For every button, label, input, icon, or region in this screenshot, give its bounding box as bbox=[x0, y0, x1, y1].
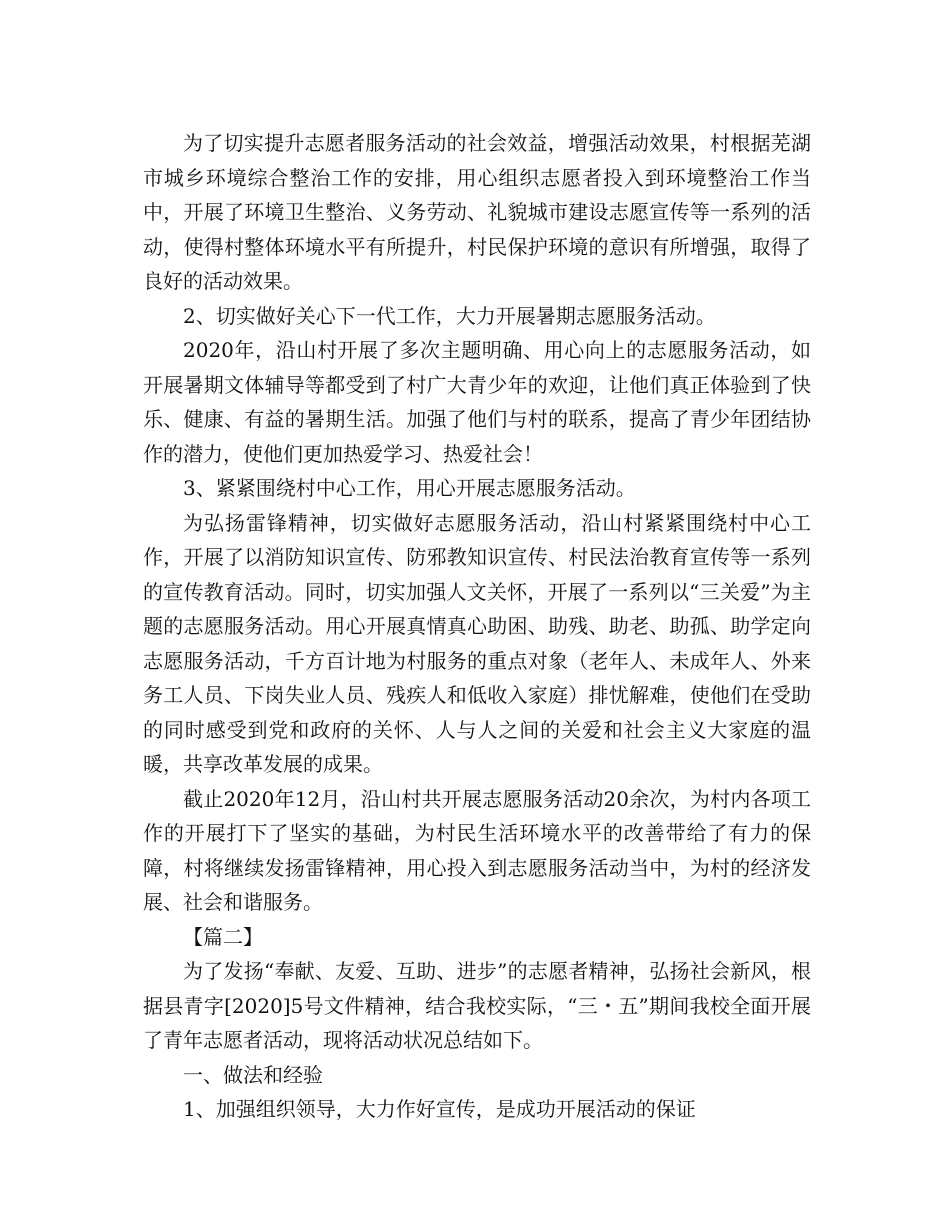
paragraph-lei-feng-spirit: 为弘扬雷锋精神，切实做好志愿服务活动，沿山村紧紧围绕村中心工作，开展了以消防知识宣传、防邪教知识宣传、村民法治教育宣传等一系列的宣传教育活动。同时，切实加强人文关怀，开展了一系列以“三关爱”为主题的志愿服务活动。用心开展真情真心助困、助残、助老、助孤、助学定向志愿服务活动，千方百计地为村服务的重点对象（老年人、未成年人、外来务工人员、下岗失业人员、残疾人和低收入家庭）排忧解难，使他们在受助的同时感受到党和政府的关怀、人与人之间的关爱和社会主义大家庭的温暖，共享改革发展的成果。 bbox=[143, 510, 811, 776]
heading-next-generation: 2、切实做好关心下一代工作，大力开展暑期志愿服务活动。 bbox=[183, 303, 716, 328]
heading-organization-leadership: 1、加强组织领导，大力作好宣传，是成功开展活动的保证 bbox=[183, 1097, 696, 1121]
paragraph-volunteer-spirit: 为了发扬“奉献、友爱、互助、进步”的志愿者精神，弘扬社会新风，根据县青字[2020]5号文件精神，结合我校实际，“三・五”期间我校全面开展了青年志愿者活动，现将活动状况总结如下。 bbox=[143, 959, 811, 1052]
heading-methods-experience: 一、做法和经验 bbox=[183, 1062, 323, 1087]
paragraph-summary-2020: 截止2020年12月，沿山村共开展志愿服务活动20余次，为村内各项工作的开展打下了坚实的基础，为村民生活环境水平的改善带给了有力的保障，村将继续发扬雷锋精神，用心投入到志愿服务活动当中，为村的经济发展、社会和谐服务。 bbox=[143, 786, 811, 914]
paragraph-summer-activities: 2020年，沿山村开展了多次主题明确、用心向上的志愿服务活动，如开展暑期文体辅导等都受到了村广大青少年的欢迎，让他们真正体验到了快乐、健康、有益的暑期生活。加强了他们与村的联系，提高了青少年团结协作的潜力，使他们更加热爱学习、热爱社会！ bbox=[143, 338, 811, 466]
section-title-part-two: 【篇二】 bbox=[183, 924, 263, 949]
document-body bbox=[143, 126, 811, 1127]
paragraph-environment-remediation: 为了切实提升志愿者服务活动的社会效益，增强活动效果，村根据芜湖市城乡环境综合整治工作的安排，用心组织志愿者投入到环境整治工作当中，开展了环境卫生整治、义务劳动、礼貌城市建设志愿宣传等一系列的活动，使得村整体环境水平有所提升，村民保护环境的意识有所增强，取得了良好的活动效果。 bbox=[143, 131, 811, 293]
heading-center-work: 3、紧紧围绕村中心工作，用心开展志愿服务活动。 bbox=[183, 476, 636, 500]
